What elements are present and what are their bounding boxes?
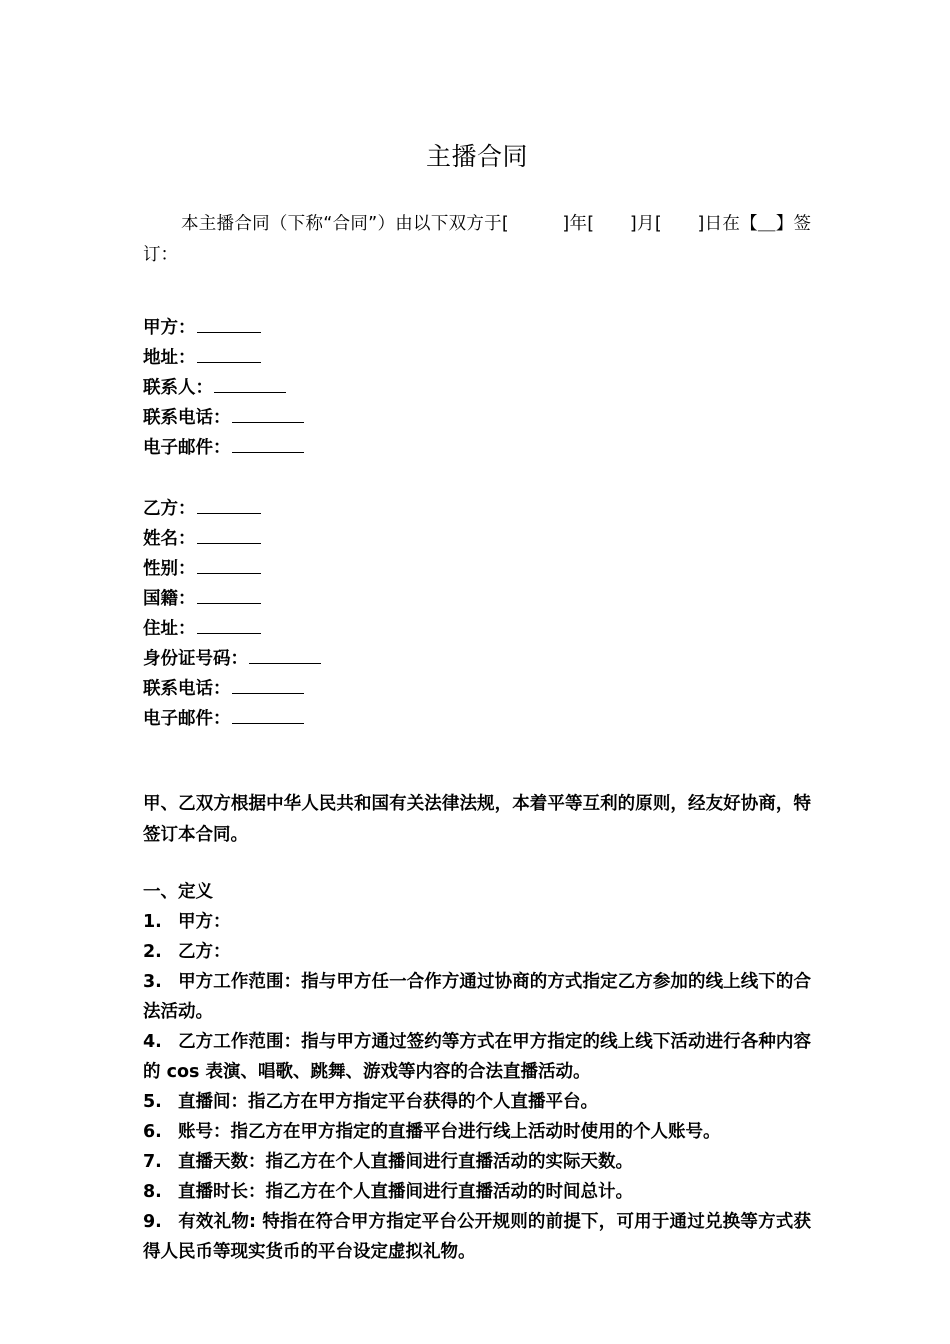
field-row <box>143 614 811 644</box>
definitions-list <box>143 907 811 1267</box>
field-label: 地址： <box>143 347 196 368</box>
fill-in-blank[interactable] <box>197 498 261 514</box>
page-title: 主播合同 <box>425 142 528 171</box>
list-item <box>143 1147 811 1177</box>
list-item-text: 直播天数：指乙方在个人直播间进行直播活动的实际天数。 <box>178 1151 633 1172</box>
field-label: 联系人： <box>143 377 213 398</box>
list-item-number: 5. <box>143 1091 162 1112</box>
fill-in-blank[interactable] <box>197 528 261 544</box>
section-heading-definitions: 一、定义 <box>143 881 213 902</box>
field-row <box>143 313 811 343</box>
field-label: 住址： <box>143 618 196 639</box>
list-item-text: 乙方： <box>178 941 231 962</box>
contract-preamble: 本主播合同（下称“合同”）由以下双方于[ ]年[ ]月[ ]日在【＿】签订： <box>143 213 811 265</box>
fill-in-blank[interactable] <box>214 377 286 393</box>
field-label: 联系电话： <box>143 407 231 428</box>
field-label: 甲方： <box>143 317 196 338</box>
list-item-number: 2. <box>143 941 162 962</box>
fill-in-blank[interactable] <box>232 437 304 453</box>
fill-in-blank[interactable] <box>197 618 261 634</box>
fill-in-blank[interactable] <box>197 588 261 604</box>
list-item-text: 甲方： <box>178 911 231 932</box>
list-item-text: 甲方工作范围：指与甲方任一合作方通过协商的方式指定乙方参加的线上线下的合法活动。 <box>143 971 811 1022</box>
fill-in-blank[interactable] <box>197 558 261 574</box>
field-row <box>143 644 811 674</box>
field-label: 电子邮件： <box>143 708 231 729</box>
field-row <box>143 704 811 734</box>
fill-in-blank[interactable] <box>232 708 304 724</box>
list-item-number: 4. <box>143 1031 162 1052</box>
list-item-text: 乙方工作范围：指与甲方通过签约等方式在甲方指定的线上线下活动进行各种内容的 cos 表演、唱歌、跳舞、游戏等内容的合法直播活动。 <box>143 1031 811 1082</box>
list-item-number: 1. <box>143 911 162 932</box>
list-item-text: 直播时长：指乙方在个人直播间进行直播活动的时间总计。 <box>178 1181 633 1202</box>
list-item-number: 6. <box>143 1121 162 1142</box>
contract-recital: 甲、乙双方根据中华人民共和国有关法律法规，本着平等互利的原则，经友好协商，特签订本合同。 <box>143 793 811 845</box>
field-row <box>143 584 811 614</box>
list-item <box>143 937 811 967</box>
fill-in-blank[interactable] <box>197 317 261 333</box>
list-item-number: 8. <box>143 1181 162 1202</box>
list-item <box>143 1207 811 1267</box>
field-label: 身份证号码： <box>143 648 248 669</box>
list-item <box>143 1087 811 1117</box>
field-row <box>143 433 811 463</box>
field-label: 联系电话： <box>143 678 231 699</box>
list-item <box>143 967 811 1027</box>
party-a-fields <box>143 271 811 463</box>
list-item-number: 7. <box>143 1151 162 1172</box>
list-item <box>143 1027 811 1087</box>
fill-in-blank[interactable] <box>249 648 321 664</box>
field-row <box>143 494 811 524</box>
field-row <box>143 554 811 584</box>
fill-in-blank[interactable] <box>197 347 261 363</box>
field-label: 性别： <box>143 558 196 579</box>
list-item <box>143 1177 811 1207</box>
list-item-number: 9. <box>143 1211 162 1232</box>
document-content <box>143 0 811 1267</box>
fill-in-blank[interactable] <box>232 678 304 694</box>
list-item-text: 有效礼物: 特指在符合甲方指定平台公开规则的前提下，可用于通过兑换等方式获得人民币等现实货币的平台设定虚拟礼物。 <box>143 1211 811 1262</box>
field-row <box>143 524 811 554</box>
field-label: 姓名： <box>143 528 196 549</box>
fill-in-blank[interactable] <box>232 407 304 423</box>
list-item-text: 直播间：指乙方在甲方指定平台获得的个人直播平台。 <box>178 1091 598 1112</box>
field-row <box>143 674 811 704</box>
field-row <box>143 403 811 433</box>
field-row <box>143 373 811 403</box>
list-item-text: 账号：指乙方在甲方指定的直播平台进行线上活动时使用的个人账号。 <box>178 1121 721 1142</box>
field-row <box>143 343 811 373</box>
field-label: 乙方： <box>143 498 196 519</box>
list-item <box>143 907 811 937</box>
party-b-fields <box>143 463 811 734</box>
field-label: 电子邮件： <box>143 437 231 458</box>
list-item-number: 3. <box>143 971 162 992</box>
list-item <box>143 1117 811 1147</box>
field-label: 国籍： <box>143 588 196 609</box>
